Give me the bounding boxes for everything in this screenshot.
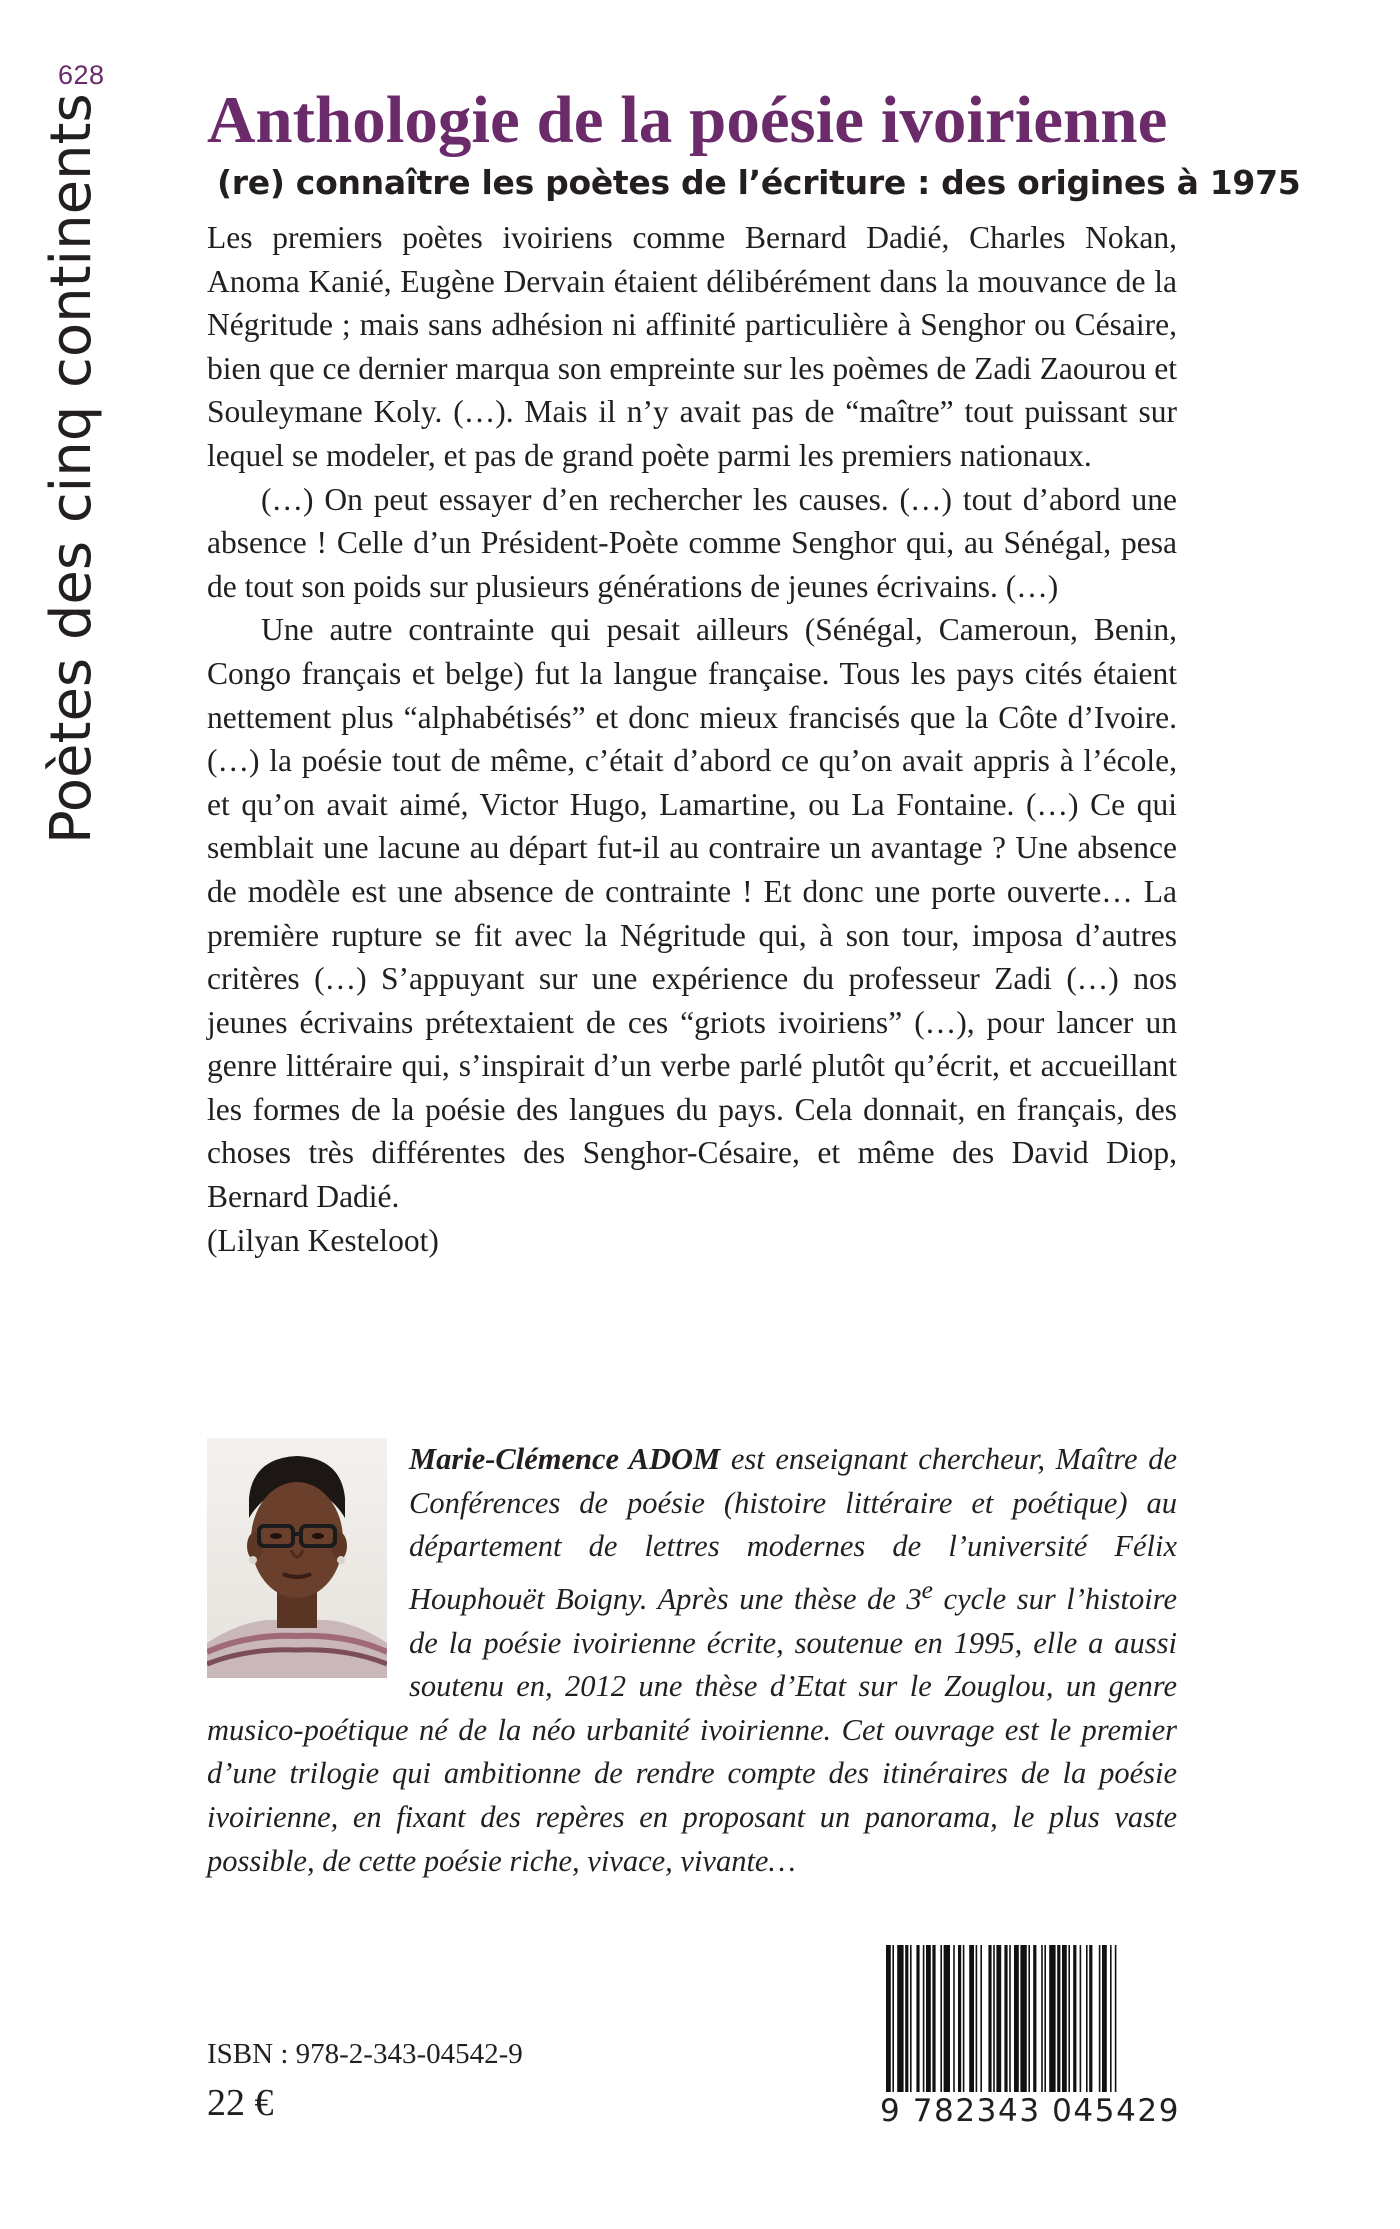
barcode-bar bbox=[1009, 1945, 1011, 2095]
barcode-bar bbox=[1089, 1945, 1092, 2095]
barcode-bar bbox=[1062, 1945, 1067, 2095]
barcode-bar bbox=[897, 1945, 903, 2095]
barcode-bar bbox=[969, 1945, 974, 2095]
barcode-bar bbox=[953, 1945, 955, 2095]
author-bio-part: cycle sur l’histoire de la poésie ivoirienne écrite, soutenue en 1995, elle a aussi soutenu en, 2012 une thèse d’Etat sur le Zouglou, un genre musico-poétique né de la néo urbanité ivoirienne. Cet ouvrage est le premier d’une trilogie qui ambitionne de rendre compte des itinéraires de la poésie ivoirienne, en fixant des repères en proposant un panorama, le plus vaste possible, de cette poésie riche, vivace, vivante… bbox=[207, 1581, 1177, 1878]
author-bio bbox=[207, 1438, 1177, 1883]
barcode-bar bbox=[988, 1945, 991, 2095]
barcode-bar bbox=[923, 1945, 925, 2095]
barcode-bar bbox=[910, 1945, 912, 2095]
barcode-bar bbox=[1044, 1945, 1046, 2095]
barcode-bar bbox=[1086, 1945, 1088, 2095]
author-name: Marie-Clémence ADOM bbox=[409, 1442, 721, 1476]
barcode-bar bbox=[886, 1945, 891, 2095]
blurb-paragraph: (…) On peut essayer d’en rechercher les causes. (…) tout d’abord une absence ! Celle d’un Président-Poète comme Senghor qui, au Sénégal, pesa de tout son poids sur plusieurs générations de jeunes écrivains. (…) bbox=[207, 481, 1177, 604]
barcode-bar bbox=[1073, 1945, 1076, 2095]
barcode-bar bbox=[926, 1945, 931, 2095]
barcode-bar bbox=[993, 1945, 995, 2095]
barcode-bar bbox=[905, 1945, 908, 2095]
blurb bbox=[207, 216, 1177, 1262]
barcode-bar bbox=[1014, 1945, 1019, 2095]
isbn: ISBN : 978-2-343-04542-9 bbox=[207, 2038, 523, 2070]
barcode-bar bbox=[1057, 1945, 1060, 2095]
author-photo bbox=[207, 1438, 387, 1678]
book-subtitle: (re) connaître les poètes de l’écriture : des origines à 1975 bbox=[217, 163, 1301, 202]
barcode-bar bbox=[1115, 1945, 1117, 2095]
barcode-bar bbox=[980, 1945, 982, 2095]
barcode-bar bbox=[1102, 1945, 1107, 2095]
author-bio-ordinal: e bbox=[921, 1575, 933, 1604]
author-bio-part: est enseignant chercheur, Maître de Conférences de poésie (histoire littéraire et poétique) au département de lettres modernes de l’université Félix Houphouët Boigny. Après une thèse de 3 bbox=[409, 1442, 1177, 1616]
series-number: 628 bbox=[58, 60, 105, 90]
barcode-bar bbox=[916, 1945, 919, 2095]
barcode-bar bbox=[940, 1945, 942, 2095]
price: 22 € bbox=[207, 2082, 274, 2124]
barcode-bar bbox=[958, 1945, 961, 2095]
barcode-bar bbox=[963, 1945, 965, 2095]
blurb-attribution: (Lilyan Kesteloot) bbox=[207, 1222, 439, 1258]
barcode-bar bbox=[892, 1945, 894, 2095]
barcode-bar bbox=[1049, 1945, 1055, 2095]
barcode-bar bbox=[944, 1945, 950, 2095]
barcode-bar bbox=[976, 1945, 978, 2095]
barcode-bar bbox=[1020, 1945, 1026, 2095]
barcode-bar bbox=[1033, 1945, 1036, 2095]
series-title: Poètes des cinq continents bbox=[39, 93, 104, 844]
barcode-bar bbox=[996, 1945, 1001, 2095]
book-title: Anthologie de la poésie ivoirienne bbox=[207, 83, 1168, 157]
barcode-bar bbox=[1004, 1945, 1007, 2095]
barcode-number: 9 782343 045429 bbox=[879, 2093, 1181, 2129]
barcode-bar bbox=[1041, 1945, 1043, 2095]
barcode-bar bbox=[1068, 1945, 1070, 2095]
barcode-bar bbox=[1099, 1945, 1101, 2095]
barcode-bar bbox=[1028, 1945, 1030, 2095]
main-content bbox=[207, 82, 1301, 1262]
barcode-bar bbox=[1080, 1945, 1082, 2095]
barcode-bar bbox=[932, 1945, 935, 2095]
blurb-paragraph: Une autre contrainte qui pesait ailleurs (Sénégal, Cameroun, Benin, Congo français et belge) fut la langue française. Tous les pays cités étaient nettement plus “alphabétisés” et donc mieux francisés que la Côte d’Ivoire. (…) la poésie tout de même, c’était d’abord ce qu’on avait appris à l’école, et qu’on avait aimé, Victor Hugo, Lamartine, ou La Fontaine. (…) Ce qui semblait une lacune au départ fut-il au contraire un avantage ? Une absence de modèle est une absence de contrainte ! Et donc une porte ouverte… La première rupture se fit avec la Négritude qui, à son tour, imposa d’autres critères (…) S’appuyant sur une expérience du professeur Zadi (…) nos jeunes écrivains prétextaient de ces “griots ivoiriens” (…), pour lancer un genre littéraire qui, s’inspirait d’un verbe parlé plutôt qu’écrit, et accueillant les formes de la poésie des langues du pays. Cela donnait, en français, des choses très différentes des Senghor-Césaire, et même des David Diop, Bernard Dadié. bbox=[207, 612, 1177, 1215]
barcode-bar bbox=[1110, 1945, 1112, 2095]
blurb-paragraph: Les premiers poètes ivoiriens comme Bernard Dadié, Charles Nokan, Anoma Kanié, Eugène Dervain étaient délibérément dans la mouvance de la Négritude ; mais sans adhésion ni affinité particulière à Senghor ou Césaire, bien que ce dernier marqua son empreinte sur les poèmes de Zadi Zaourou et Souleymane Koly. (…). Mais il n’y avait pas de “maître” tout puissant sur lequel se modeler, et pas de grand poète parmi les premiers nationaux. bbox=[207, 220, 1178, 473]
